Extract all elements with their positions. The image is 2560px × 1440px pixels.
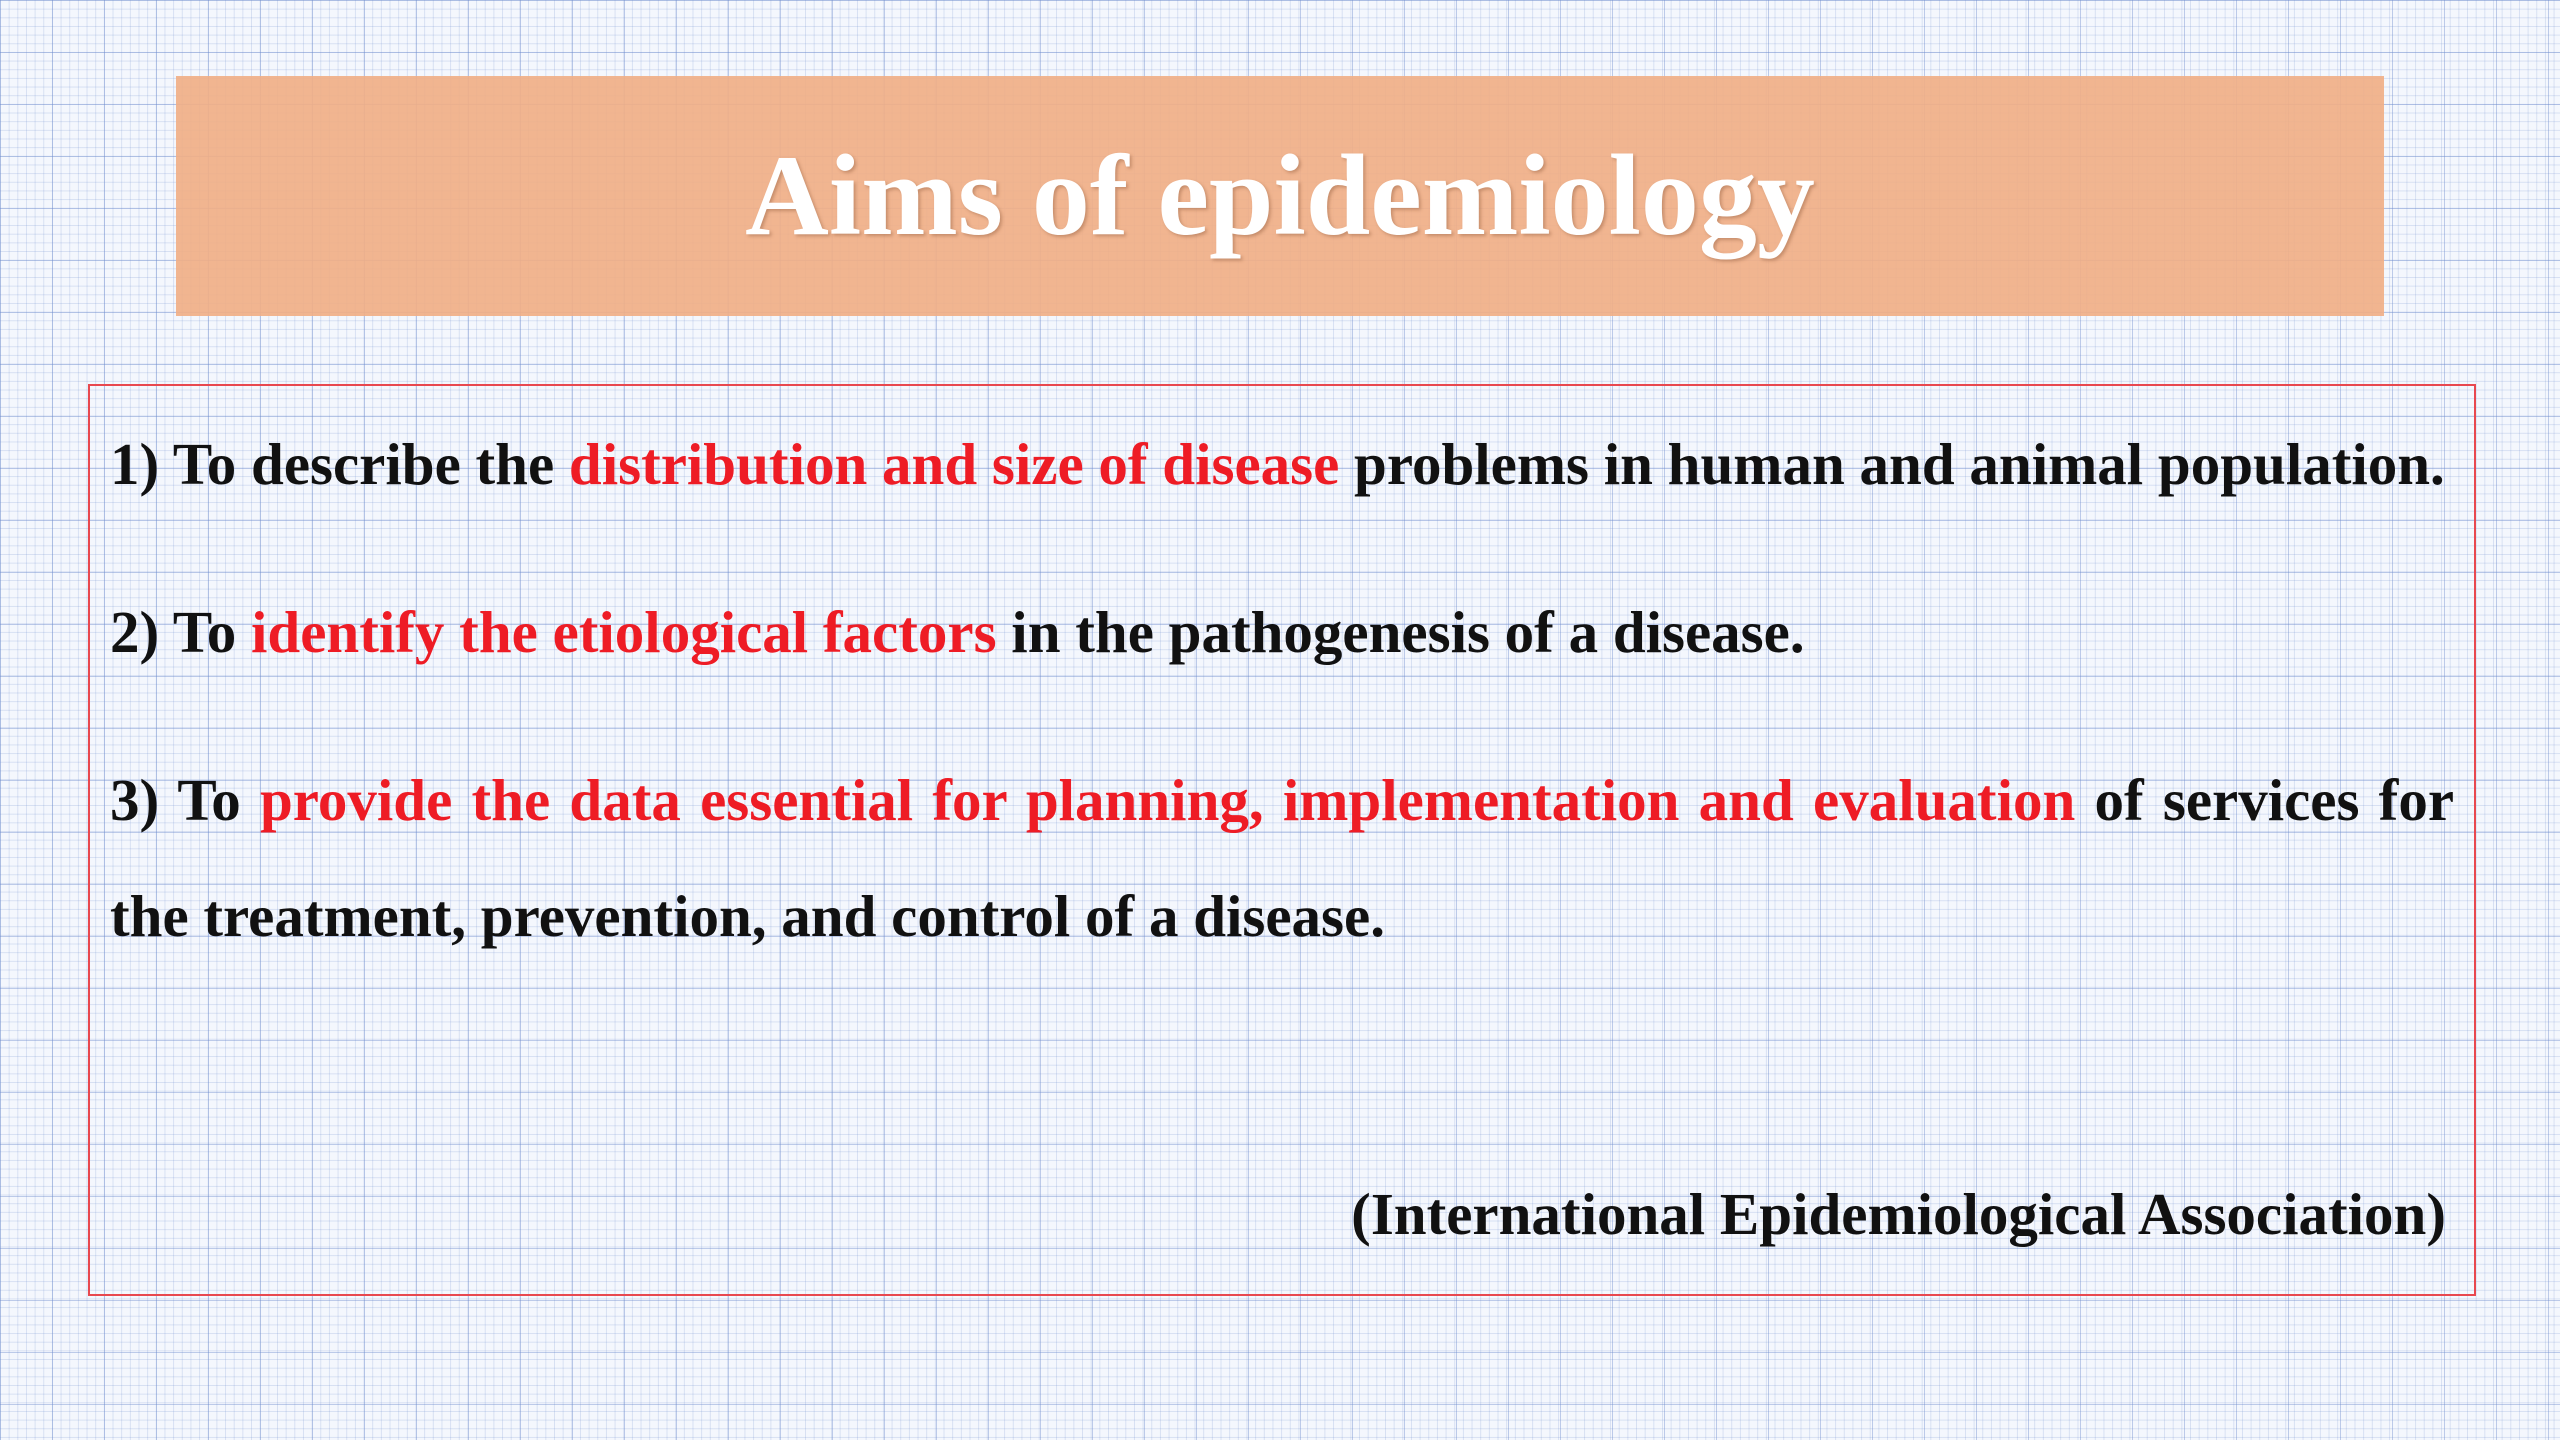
aim-item-2 <box>110 574 2454 690</box>
aim-item-3 <box>110 742 2454 974</box>
title-banner <box>176 76 2384 316</box>
aim-highlight: provide the data essential for planning, implementation and evaluation <box>259 767 2076 833</box>
aim-text: To <box>159 767 260 833</box>
content-box <box>88 384 2476 1296</box>
aim-highlight: distribution and size of disease <box>568 431 1340 497</box>
aim-text: in the pathogenesis of a disease. <box>996 599 1805 665</box>
aim-number: 1) <box>110 431 160 497</box>
aim-text: problems in human and animal population. <box>1339 431 2445 497</box>
source-citation: (International Epidemiological Association) <box>1351 1181 2446 1247</box>
aim-text: To describe the <box>159 431 569 497</box>
aim-number: 2) <box>110 599 160 665</box>
aim-text: To <box>159 599 252 665</box>
aim-number: 3) <box>110 767 160 833</box>
aim-highlight: identify the etiological factors <box>251 599 997 665</box>
aim-text: of services for the treatment, prevention, and control of a disease. <box>110 767 2455 949</box>
aim-item-1 <box>110 406 2454 522</box>
slide-title: Aims of epidemiology <box>745 132 1815 260</box>
